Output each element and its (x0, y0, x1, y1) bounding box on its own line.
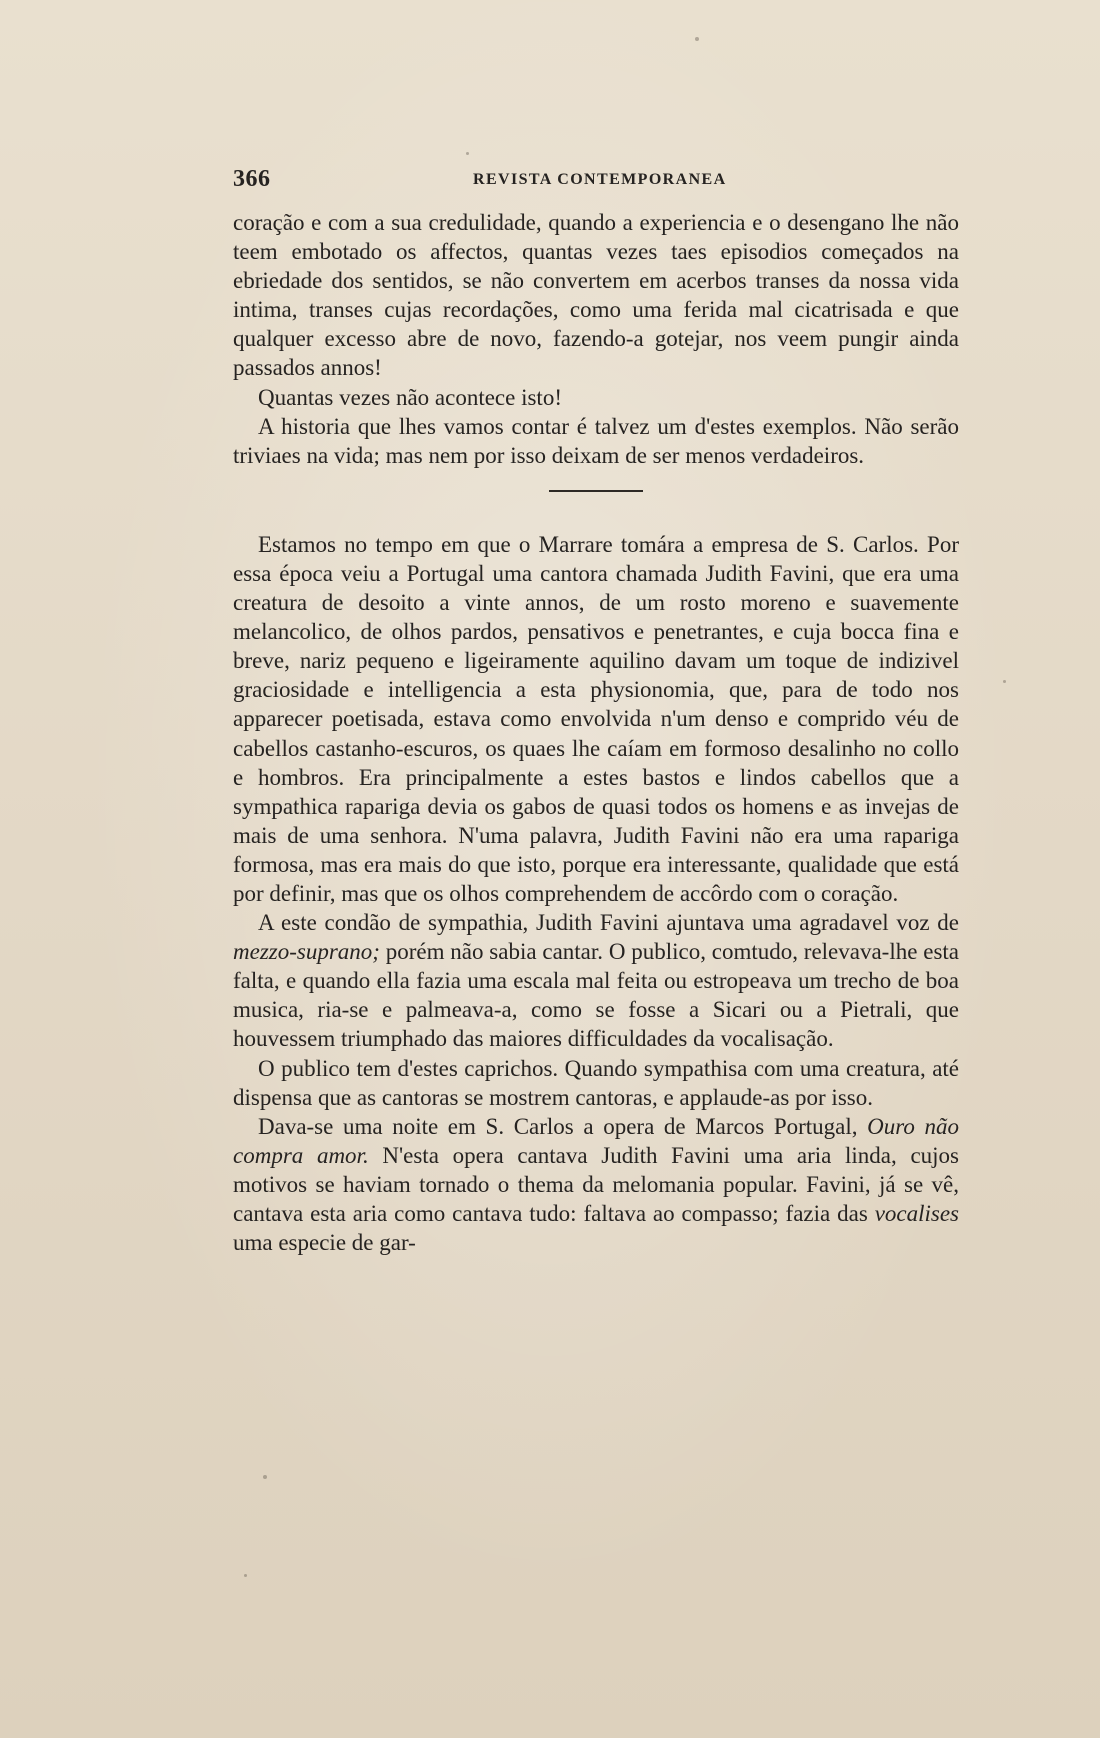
paper-speckle (695, 37, 699, 41)
page-header (233, 166, 959, 196)
paragraph-voice-italic: mezzo-suprano; (233, 939, 380, 965)
paragraph-public: O publico tem d'estes caprichos. Quando sympathisa com uma creatura, até dispensa que as cantoras se mostrem cantoras, e applaude-as por isso. (233, 1055, 959, 1110)
paper-speckle (1003, 680, 1006, 683)
paragraph-opera (233, 1112, 959, 1257)
page-body (233, 208, 959, 1257)
paper-speckle (263, 1475, 267, 1479)
paragraph-continued: coração e com a sua credulidade, quando a experiencia e o desengano lhe não teem embotado os affectos, quantas vezes taes episodios começados na ebriedade dos sentidos, se não convertem em acerbos transes da nossa vida intima, transes cujas recordações, como uma ferida mal cicatrisada e que qualquer excesso abre de novo, fazendo-a gotejar, nos veem pungir ainda passados annos! (233, 210, 959, 381)
paper-speckle (244, 1574, 247, 1577)
paragraph-opera-text-a: Dava-se uma noite em S. Carlos a opera de Marcos Portugal, (258, 1113, 868, 1139)
page-number: 366 (233, 166, 271, 192)
paragraph-story-intro: A historia que lhes vamos contar é talvez um d'estes exemplos. Não serão triviaes na vida; mas nem por isso deixam de ser menos verdadeiros. (233, 413, 959, 468)
paper-speckle (466, 152, 469, 155)
paragraph-judith-favini: Estamos no tempo em que o Marrare tomára a empresa de S. Carlos. Por essa época veiu a Portugal uma cantora chamada Judith Favini, que era uma creatura de desoito a vinte annos, de um rosto moreno e suavemente melancolico, de olhos pardos, pensativos e penetrantes, e cuja bocca fina e breve, nariz pequeno e ligeiramente aquilino davam um toque de indizivel graciosidade e intelligencia a esta physionomia, que, para de todo nos apparecer poetisada, estava como envolvida n'um denso e comprido véu de cabellos castanho-escuros, os quaes lhe caíam em formoso desalinho no collo e hombros. Era principalmente a estes bastos e lindos cabellos que a sympathica rapariga devia os gabos de quasi todos os homens e as invejas de mais de uma senhora. N'uma palavra, Judith Favini não era uma rapariga formosa, mas era mais do que isto, porque era interessante, qualidade que está por definir, mas que os olhos comprehendem de accôrdo com o coração. (233, 531, 959, 906)
paragraph-exclamation: Quantas vezes não acontece isto! (258, 384, 562, 410)
paragraph-voice (233, 908, 959, 1053)
paragraph-voice-text-b: porém não sabia cantar. O publico, comtudo, relevava-lhe esta falta, e quando ella fazia uma escala mal feita ou estropeava um trecho de boa musica, ria-se e palmeava-a, como se fosse a Sicari ou a Pietrali, que houvessem triumphado das maiores difficuldades da vocalisação. (233, 939, 959, 1052)
paragraph-opera-italic: vocalises (874, 1201, 959, 1226)
running-title: REVISTA CONTEMPORANEA (473, 171, 727, 188)
paragraph-voice-text-a: A este condão de sympathia, Judith Favini ajuntava uma agradavel voz de (258, 910, 959, 936)
paragraph-opera-text-b: N'esta opera cantava Judith Favini uma aria linda, cujos motivos se haviam tornado o thema da melomania popular. Favini, já se vê, cantava esta aria como cantava tudo: faltava ao compasso; fazia das (233, 1142, 959, 1226)
opera-title: Ouro não compra amor. (233, 1113, 959, 1168)
paragraph-opera-text-c: uma especie de gar- (233, 1230, 416, 1256)
section-divider (549, 490, 643, 492)
